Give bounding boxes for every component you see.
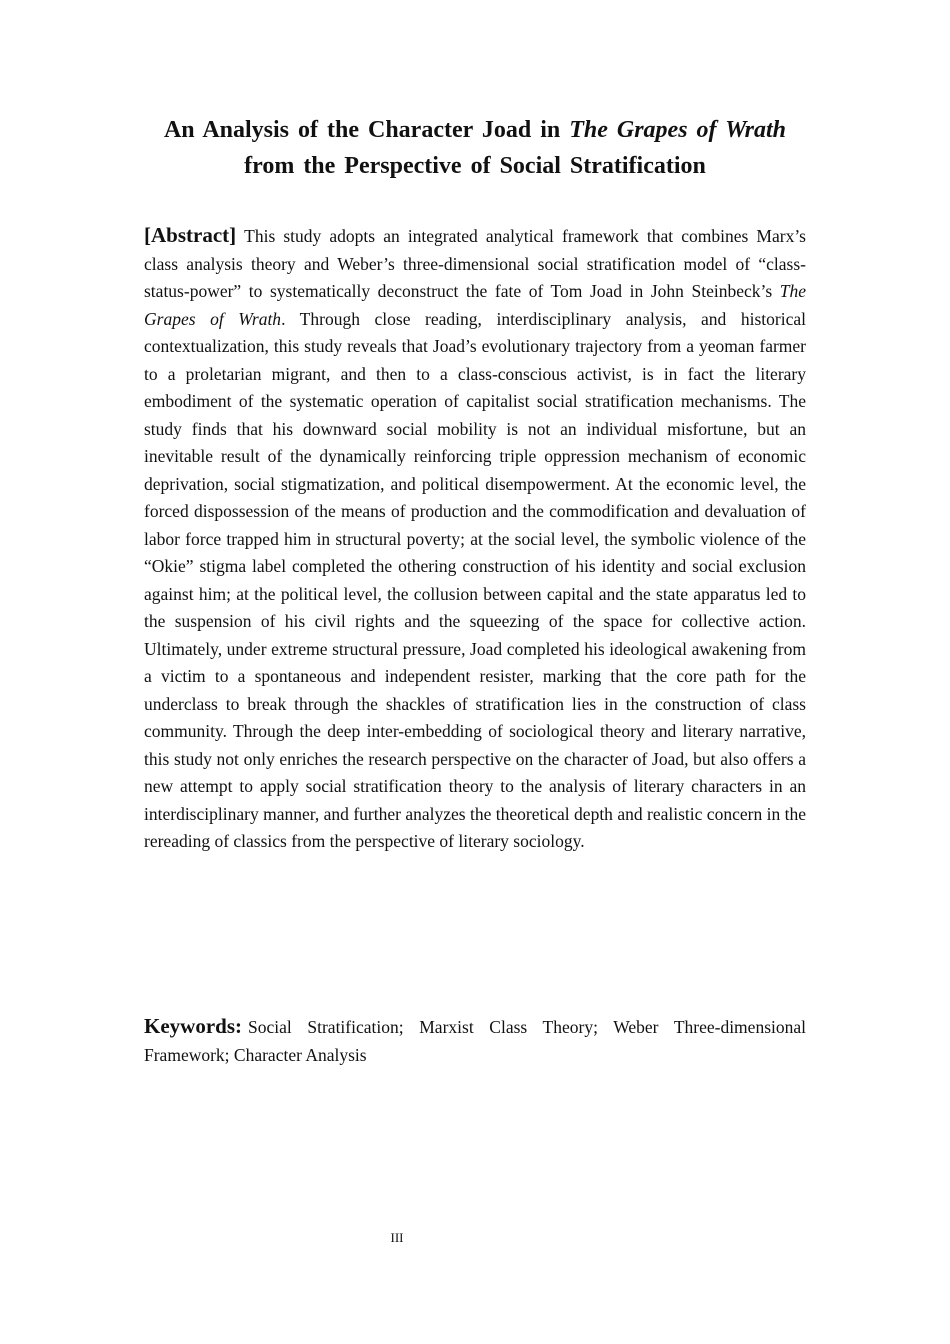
page-title — [144, 112, 806, 184]
keywords-heading: Keywords: — [144, 1014, 242, 1038]
abstract-book-title: The Grapes of Wrath — [144, 281, 806, 329]
title-book-name: The Grapes of Wrath — [569, 117, 787, 143]
page-number: III — [390, 1230, 404, 1245]
abstract-text-after-title: . Through close reading, interdisciplinary analysis, and historical contextualization, this study reveals that Joad’s evolutionary trajectory from a yeoman farmer to a proletarian migrant, and then to a class-conscious activist, is in fact the literary embodiment of the systematic operation of capitalist social stratification mechanisms. The study finds that his downward social mobility is not an individual misfortune, but an inevitable result of the dynamically reinforcing triple oppression mechanism of economic deprivation, social stigmatization, and political disempowerment. At the economic level, the forced dispossession of the means of production and the commodification and devaluation of labor force trapped him in structural poverty; at the social level, the symbolic violence of the “Okie” stigma label completed the othering construction of his identity and social exclusion against him; at the political level, the collusion between capital and the state apparatus led to the suspension of his civil rights and the squeezing of the space for collective action. Ultimately, under extreme structural pressure, Joad completed his ideological awakening from a victim to a spontaneous and independent resister, marking that the core path for the underclass to break through the shackles of stratification lies in the construction of class community. Through the deep inter-embedding of sociological theory and literary narrative, this study not only enriches the research perspective on the character of Joad, but also offers a new attempt to apply social stratification theory to the analysis of literary characters in an interdisciplinary manner, and further analyzes the theoretical depth and realistic concern in the rereading of classics from the perspective of literary sociology. — [144, 308, 806, 851]
abstract-text-before-title: This study adopts an integrated analytical framework that combines Marx’s class analysis theory and Weber’s three-dimensional social stratification model of “class-status-power” to systematically deconstruct the fate of Tom Joad in John Steinbeck’s — [144, 226, 806, 301]
title-text-part2: from the Perspective of Social Stratification — [244, 153, 706, 179]
abstract-heading: [Abstract] — [144, 223, 237, 247]
keywords-paragraph — [144, 1012, 806, 1069]
title-text-part1: An Analysis of the Character Joad in — [163, 117, 570, 143]
keywords-text: Social Stratification; Marxist Class Theory; Weber Three-dimensional Framework; Character Analysis — [144, 1017, 806, 1065]
abstract-paragraph — [144, 222, 806, 856]
